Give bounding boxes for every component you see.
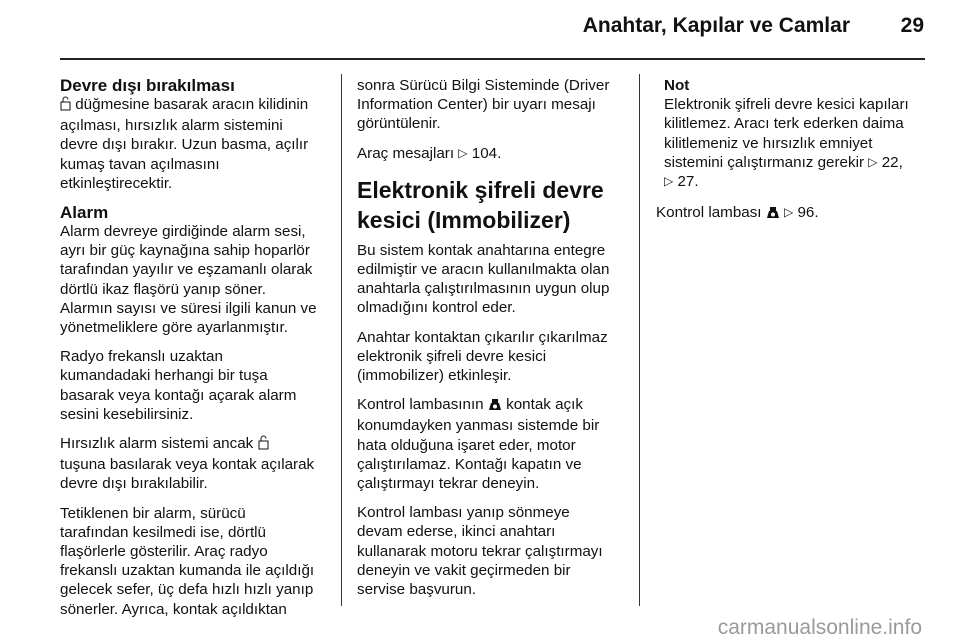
paragraph-unlock: düğmesine basarak aracın kilidinin açılması, hırsızlık alarm sistemini devre dışı bırakır. Uzun basma, açılır kumaş tavan açılmasını etkinleştirecektir. bbox=[60, 96, 309, 192]
page-ref-arrow-icon: ▷ bbox=[784, 205, 794, 220]
paragraph-radio: Radyo frekanslı uzaktan kumandadaki herhangi bir tuşa basarak veya kontağı açarak alarm sesini kesebilirsiniz. bbox=[60, 348, 297, 423]
paragraph-system: Bu sistem kontak anahtarına entegre edilmiştir ve aracın kullanılmakta olan anahtarla çalıştırılmasının uygun olup olmadığını kontrol eder. bbox=[357, 241, 610, 317]
column-3 bbox=[656, 76, 926, 234]
page-ref-arrow-icon: ▷ bbox=[868, 154, 878, 169]
column-divider-1 bbox=[341, 74, 342, 606]
page-number: 29 bbox=[900, 14, 924, 37]
heading-immobilizer: Elektronik şifreli devre kesici (Immobilizer) bbox=[357, 176, 604, 233]
note-heading: Not bbox=[664, 77, 690, 94]
page-ref-link[interactable]: 27. bbox=[677, 173, 699, 191]
column-divider-2 bbox=[639, 74, 640, 606]
paragraph-alarm: Alarm devreye girdiğinde alarm sesi, ayrı bir güç kaynağına sahip hoparlör tarafından yayılır ve eşzamanlı olarak dörtlü ikaz flaşörü yanıp söner. Alarmın sayısı ve süresi ilgili kanun ve yönetmeliklere göre ayarlanmıştır. bbox=[60, 223, 317, 337]
page-ref-link[interactable]: 22, bbox=[881, 153, 903, 171]
chapter-title: Anahtar, Kapılar ve Camlar bbox=[582, 14, 850, 37]
paragraph-triggered: Tetiklenen bir alarm, sürücü tarafından kesilmedi ise, dörtlü flaşörlerle gösterilir. Araç radyo frekanslı uzaktan kumanda ile açıldığı gelecek sefer, üç defa hızlı hızlı yanıp sönerler. Ayrıca, kontak açıldıktan bbox=[60, 504, 315, 618]
heading-devre-disi: Devre dışı bırakılması bbox=[60, 76, 235, 95]
paragraph-lamp-ref: Kontrol lambası ▷ 96. bbox=[656, 203, 926, 224]
immobilizer-lamp-icon bbox=[488, 397, 502, 416]
paragraph-dic: sonra Sürücü Bilgi Sisteminde (Driver Information Center) bir uyarı mesajı görüntülenir. bbox=[357, 77, 610, 133]
page-ref-link[interactable]: 96. bbox=[797, 204, 819, 222]
heading-alarm: Alarm bbox=[60, 203, 109, 223]
paragraph-theft-alarm: Hırsızlık alarm sistemi ancak tuşuna basılarak veya kontak açılarak devre dışı bırakılabilir. bbox=[60, 435, 315, 493]
page-ref-arrow-icon: ▷ bbox=[664, 174, 674, 189]
paragraph-control-lamp: Kontrol lambasının kontak açık konumdayken yanması sistemde bir hata olduğuna işaret eder, motor çalıştırılamaz. Kontağı kapatın ve çalıştırmayı tekrar deneyin. bbox=[357, 396, 600, 493]
paragraph-vehicle-messages: Araç mesajları ▷ 104. bbox=[357, 144, 502, 162]
paragraph-activation: Anahtar kontaktan çıkarılır çıkarılmaz elektronik şifreli devre kesici (immobilizer) etkinleşir. bbox=[357, 328, 608, 385]
page-ref-link[interactable]: 104. bbox=[471, 144, 502, 162]
unlock-icon bbox=[258, 435, 269, 455]
column-1 bbox=[60, 76, 332, 629]
page-ref-arrow-icon: ▷ bbox=[458, 145, 468, 160]
immobilizer-lamp-icon bbox=[766, 205, 780, 224]
note-box: Not Elektronik şifreli devre kesici kapıları kilitlemez. Aracı terk ederken daima kilitlemeniz ve hırsızlık emniyet sistemini çalıştırmanız gerekir ▷ 22, ▷ 27. bbox=[656, 76, 926, 191]
unlock-icon bbox=[60, 96, 71, 116]
paragraph-second-key: Kontrol lambası yanıp sönmeye devam ederse, ikinci anahtarı kullanarak motoru tekrar çalıştırmayı deneyin ve vakit geçirmeden bir servise başvurun. bbox=[357, 504, 603, 599]
watermark: carmanualsonline.info bbox=[717, 616, 922, 639]
header-rule bbox=[60, 58, 925, 60]
column-2 bbox=[357, 76, 629, 609]
